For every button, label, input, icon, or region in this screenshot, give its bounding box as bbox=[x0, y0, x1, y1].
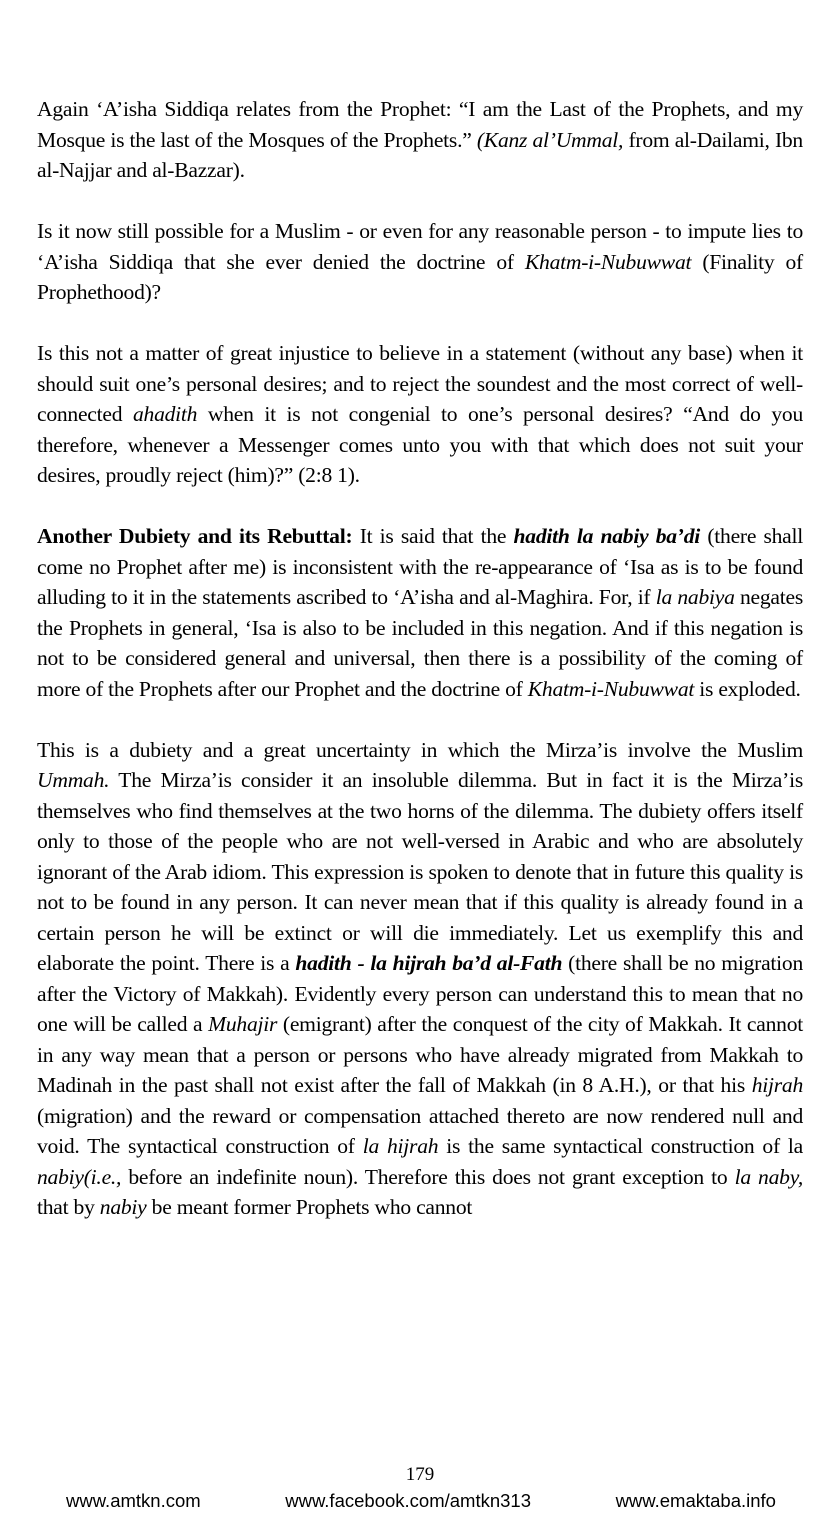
paragraph-3 bbox=[37, 338, 803, 491]
footer-link-facebook[interactable]: www.facebook.com/amtkn313 bbox=[285, 1490, 531, 1511]
emphasis-text: la hijrah bbox=[362, 1134, 439, 1158]
text-run: This is a dubiety and a great uncertainty in which the Mirza’is involve the Muslim bbox=[37, 737, 803, 762]
footer bbox=[66, 1490, 776, 1512]
text-run: from al-Dailami, Ibn al-Najjar and al-Bazzar). bbox=[37, 127, 803, 182]
emphasis-text: ahadith bbox=[132, 402, 198, 426]
emphasis-text: la naby, bbox=[734, 1164, 803, 1189]
text-run: that by bbox=[37, 1195, 100, 1219]
text-run: be meant former Prophets who cannot bbox=[146, 1195, 473, 1219]
emphasis-text: nabiy(i.e., bbox=[37, 1164, 122, 1189]
text-run: The Mirza’is consider it an insoluble dilemma. But in fact it is the Mirza’is themselves who find themselves at the two horns of the dilemma. The dubiety offers itself only to those of the people who are not well-versed in Arabic and who are absolutely ignorant of the Arab idiom. This expression is spoken to denote that in future this quality is not to be found in any person. It can never mean that if this quality is already found in a certain person he will be extinct or will die immediately. Let us exemplify this and elaborate the point. There is a bbox=[37, 768, 803, 975]
text-run: (migration) and the reward or compensation attached thereto are now rendered null and void. The syntactical construction of bbox=[37, 1103, 803, 1158]
paragraph-5 bbox=[37, 735, 803, 1223]
emphasis-text: (Kanz al’Ummal, bbox=[476, 127, 624, 152]
emphasis-text: Another Dubiety and its Rebuttal: bbox=[37, 524, 353, 548]
emphasis-text: hijrah bbox=[751, 1073, 803, 1097]
text-run: (there shall come no Prophet after me) is inconsistent with the re-appearance of ‘Isa as is to be found alluding to it in the statements ascribed to ‘A’isha and al-Maghira. For, if bbox=[37, 524, 803, 609]
text-run: Again ‘A’isha Siddiqa relates from the Prophet: “I am the Last of the Prophets, and my Mosque is the last of the Mosques of the Prophets.” bbox=[37, 97, 803, 152]
page-number: 179 bbox=[405, 1464, 435, 1485]
text-run: is exploded. bbox=[694, 676, 801, 701]
text-run: Is this not a matter of great injustice to believe in a statement (without any base) when it should suit one’s personal desires; and to reject the soundest and the most correct of well-connected bbox=[37, 341, 803, 426]
footer-link-amtkn[interactable]: www.amtkn.com bbox=[66, 1490, 201, 1511]
text-run: before an indefinite noun). Therefore this does not grant exception to bbox=[121, 1164, 735, 1189]
emphasis-text: nabiy bbox=[99, 1195, 147, 1219]
text-run: (there shall be no migration after the Victory of Makkah). Evidently every person can understand this to mean that no one will be called a bbox=[37, 951, 804, 1036]
emphasis-text: hadith - la hijrah ba’d al-Fath bbox=[295, 951, 563, 975]
emphasis-text: Khatm-i-Nubuwwat bbox=[527, 676, 695, 701]
text-run: when it is not congenial to one’s personal desires? “And do you therefore, whenever a Messenger comes unto you with that which does not suit your desires, proudly reject (him)?” (2:8 1). bbox=[37, 402, 803, 487]
text-run: is the same syntactical construction of la bbox=[438, 1134, 803, 1158]
text-run: (emigrant) after the conquest of the city of Makkah. It cannot in any way mean that a person or persons who have already migrated from Makkah to Madinah in the past shall not exist after the fall of Makkah (in 8 A.H.), or that his bbox=[37, 1012, 803, 1097]
text-run: negates the Prophets in general, ‘Isa is also to be included in this negation. And if this negation is not to be considered general and universal, then there is a possibility of the coming of more of the Prophets after our Prophet and the doctrine of bbox=[37, 585, 804, 701]
emphasis-text: Khatm-i-Nubuwwat bbox=[524, 249, 692, 274]
emphasis-text: Muhajir bbox=[208, 1012, 278, 1036]
emphasis-text: la nabiya bbox=[655, 585, 735, 609]
emphasis-text: Ummah. bbox=[37, 768, 110, 792]
text-run: Is it now still possible for a Muslim - or even for any reasonable person - to impute lies to ‘A’isha Siddiqa that she ever denied the doctrine of bbox=[37, 219, 803, 274]
paragraph-2 bbox=[37, 216, 803, 308]
paragraph-4 bbox=[37, 521, 803, 704]
text-run: It is said that the bbox=[352, 524, 514, 548]
text-run: (Finality of Prophethood)? bbox=[37, 249, 803, 304]
page-body bbox=[37, 94, 803, 1253]
paragraph-1 bbox=[37, 94, 803, 186]
emphasis-text: hadith la nabiy ba’di bbox=[513, 524, 701, 548]
footer-link-emaktaba[interactable]: www.emaktaba.info bbox=[615, 1490, 776, 1511]
